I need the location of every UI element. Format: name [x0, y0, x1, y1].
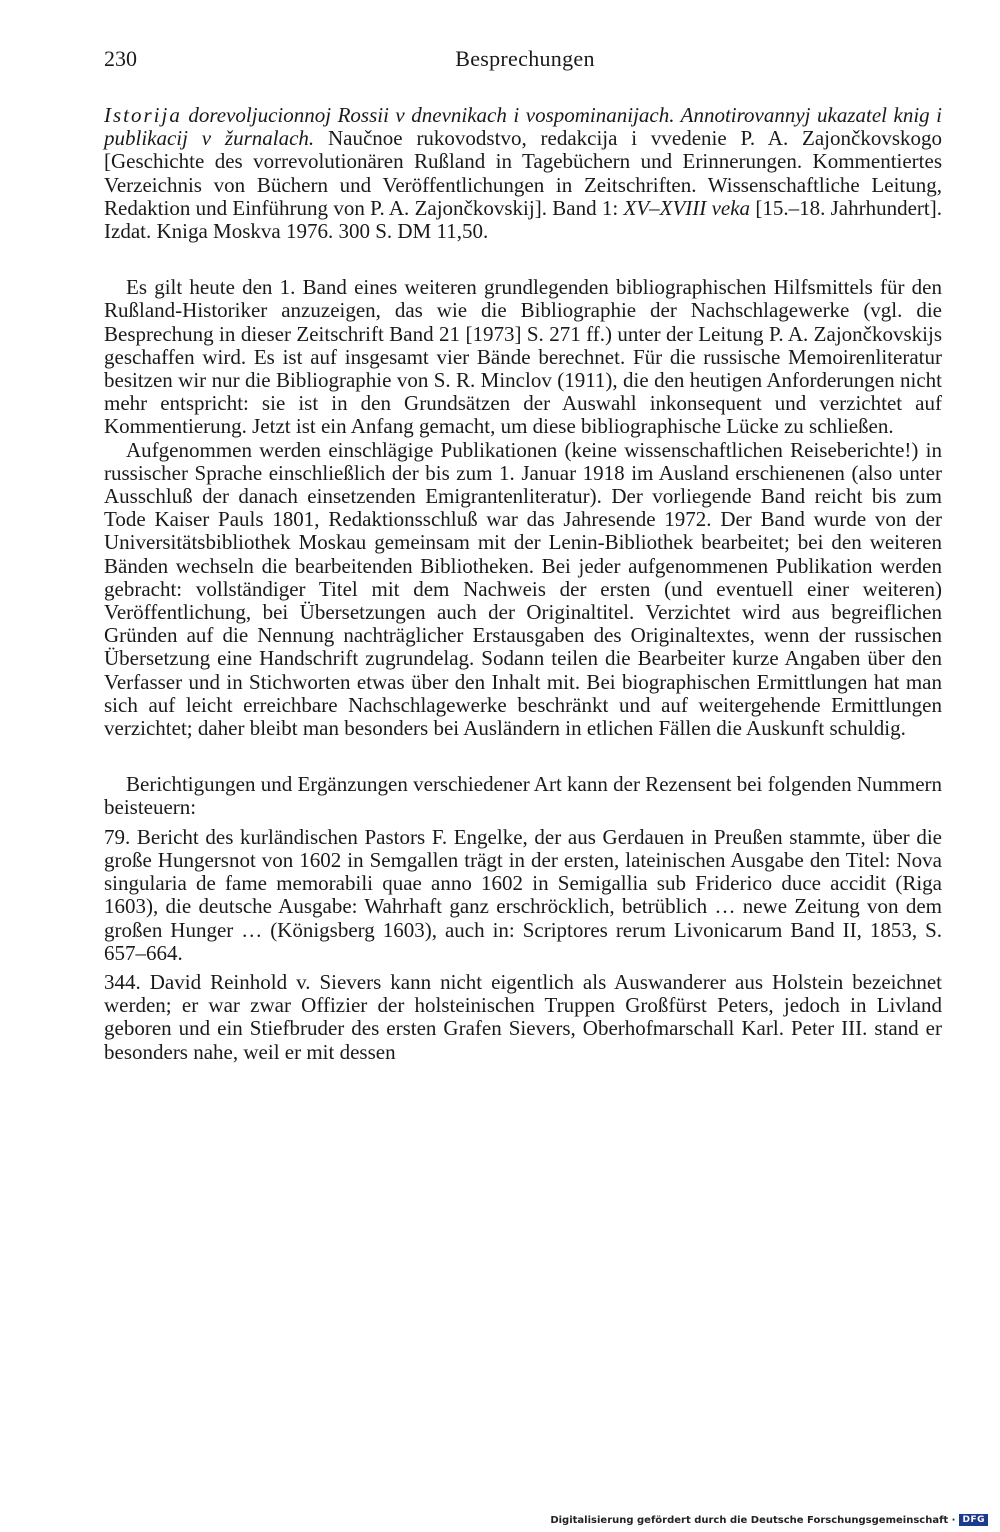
paragraph: Es gilt heute den 1. Band eines weiteren grundlegenden bibliographischen Hilfsmittels für den Rußland-Historiker anzuzeigen, das wie die Bibliographie der Nachschlagewerke (vgl. die Besprechung in dieser Zeitschrift Band 21 [1973] S. 271 ff.) unter der Leitung P. A. Zajončkovskijs geschaffen wird. Es ist auf insgesamt vier Bände berechnet. Für die russische Memoirenliteratur besitzen wir nur die Bibliographie von S. R. Minclov (1911), die den heutigen Anforderungen nicht mehr entspricht: sie ist in den Grundsätzen der Auswahl inkonsequent und verzichtet auf Kommentierung. Jetzt ist ein Anfang gemacht, um diese bibliographische Lücke zu schließen.: [104, 275, 942, 439]
page-number: 230: [104, 46, 137, 71]
bibliographic-entry: [104, 104, 942, 243]
page-body: [104, 104, 942, 1064]
footer-text: Digitalisierung gefördert durch die Deutsche Forschungsgemeinschaft ·: [550, 1514, 956, 1526]
list-item: 344. David Reinhold v. Sievers kann nicht eigentlich als Auswanderer aus Holstein bezeichnet werden; er war zwar Offizier der holsteinischen Truppen Großfürst Peters, jedoch in Livland geboren und ein Stiefbruder des ersten Grafen Sievers, Oberhofmarschall Karl. Peter III. stand er besonders nahe, weil er mit dessen: [104, 969, 942, 1064]
entry-tail: [15.–18. Jahrhundert]. Izdat. Kniga Moskva 1976. 300 S. DM 11,50.: [104, 195, 942, 244]
entry-title: dorevoljucionnoj Rossii v dnevnikach i vospominanijach. Annotirovannyj ukazatel knig i publikacij v žurnalach.: [104, 103, 942, 151]
page-header: [104, 46, 946, 78]
digitization-footer: [550, 1514, 988, 1526]
running-title: Besprechungen: [455, 46, 595, 71]
paragraph: Aufgenommen werden einschlägige Publikationen (keine wissenschaftlichen Reiseberichte!) in russischer Sprache einschließlich der bis zum 1. Januar 1918 im Ausland erschienenen (also unter Ausschluß der danach einsetzenden Emigrantenliteratur). Der vorliegende Band reicht bis zum Tode Kaiser Pauls 1801, Redaktionsschluß war das Jahresende 1972. Der Band wurde von der Universitätsbibliothek Moskau gemeinsam mit der Lenin-Bibliothek bearbeitet; bei den weiteren Bänden wechseln die bearbeitenden Bibliotheken. Bei jeder aufgenommenen Publikation werden gebracht: vollständiger Titel mit dem Nachweis der ersten (und eventuell einer weiteren) Veröffentlichung, bei Übersetzungen auch der Originaltitel. Verzichtet wird aus begreiflichen Gründen auf die Nennung nachträglicher Erstausgaben des Originaltextes, wenn der russischen Übersetzung eine Handschrift zugrundelag. Sodann teilen die Bearbeiter kurze Angaben über den Verfasser und in Stichworten etwas über den Inhalt mit. Bei biographischen Ermittlungen hat man sich auf leicht erreichbare Nachschlagewerke beschränkt und auf weitergehende Ermittlungen verzichtet; daher bleibt man besonders bei Ausländern in etlichen Fällen die Auskunft schuldig.: [104, 437, 942, 741]
entry-title-spaced: Istorija: [104, 103, 182, 127]
entry-band-title: XV–XVIII veka: [623, 195, 751, 220]
paragraph: Berichtigungen und Ergänzungen verschiedener Art kann der Rezensent bei folgenden Nummern beisteuern:: [104, 772, 943, 820]
list-item: 79. Bericht des kurländischen Pastors F. Engelke, der aus Gerdauen in Preußen stammte, über die große Hungersnot von 1602 in Semgallen trägt in der ersten, lateinischen Ausgabe den Titel: Nova singularia de fame memorabili quae anno 1602 in Semigallia sub Friderico duce accidit (Riga 1603), die deutsche Ausgabe: Wahrhaft ganz erschröcklich, betrüblich … newe Zeitung von dem großen Hunger … (Königsberg 1603), auch in: Scriptores rerum Livonicarum Band II, 1853, S. 657–664.: [104, 824, 942, 965]
entry-details: Naučnoe rukovodstvo, redakcija i vvedenie P. A. Zajončkovskogo [Geschichte des vorrevolutionären Rußland in Tagebüchern und Erinnerungen. Kommentiertes Verzeichnis von Büchern und Veröffentlichungen in Zeitschriften. Wissenschaftliche Leitung, Redaktion und Einführung von P. A. Zajončkovskij]. Band 1:: [104, 126, 942, 220]
dfg-logo: DFG: [959, 1514, 988, 1526]
